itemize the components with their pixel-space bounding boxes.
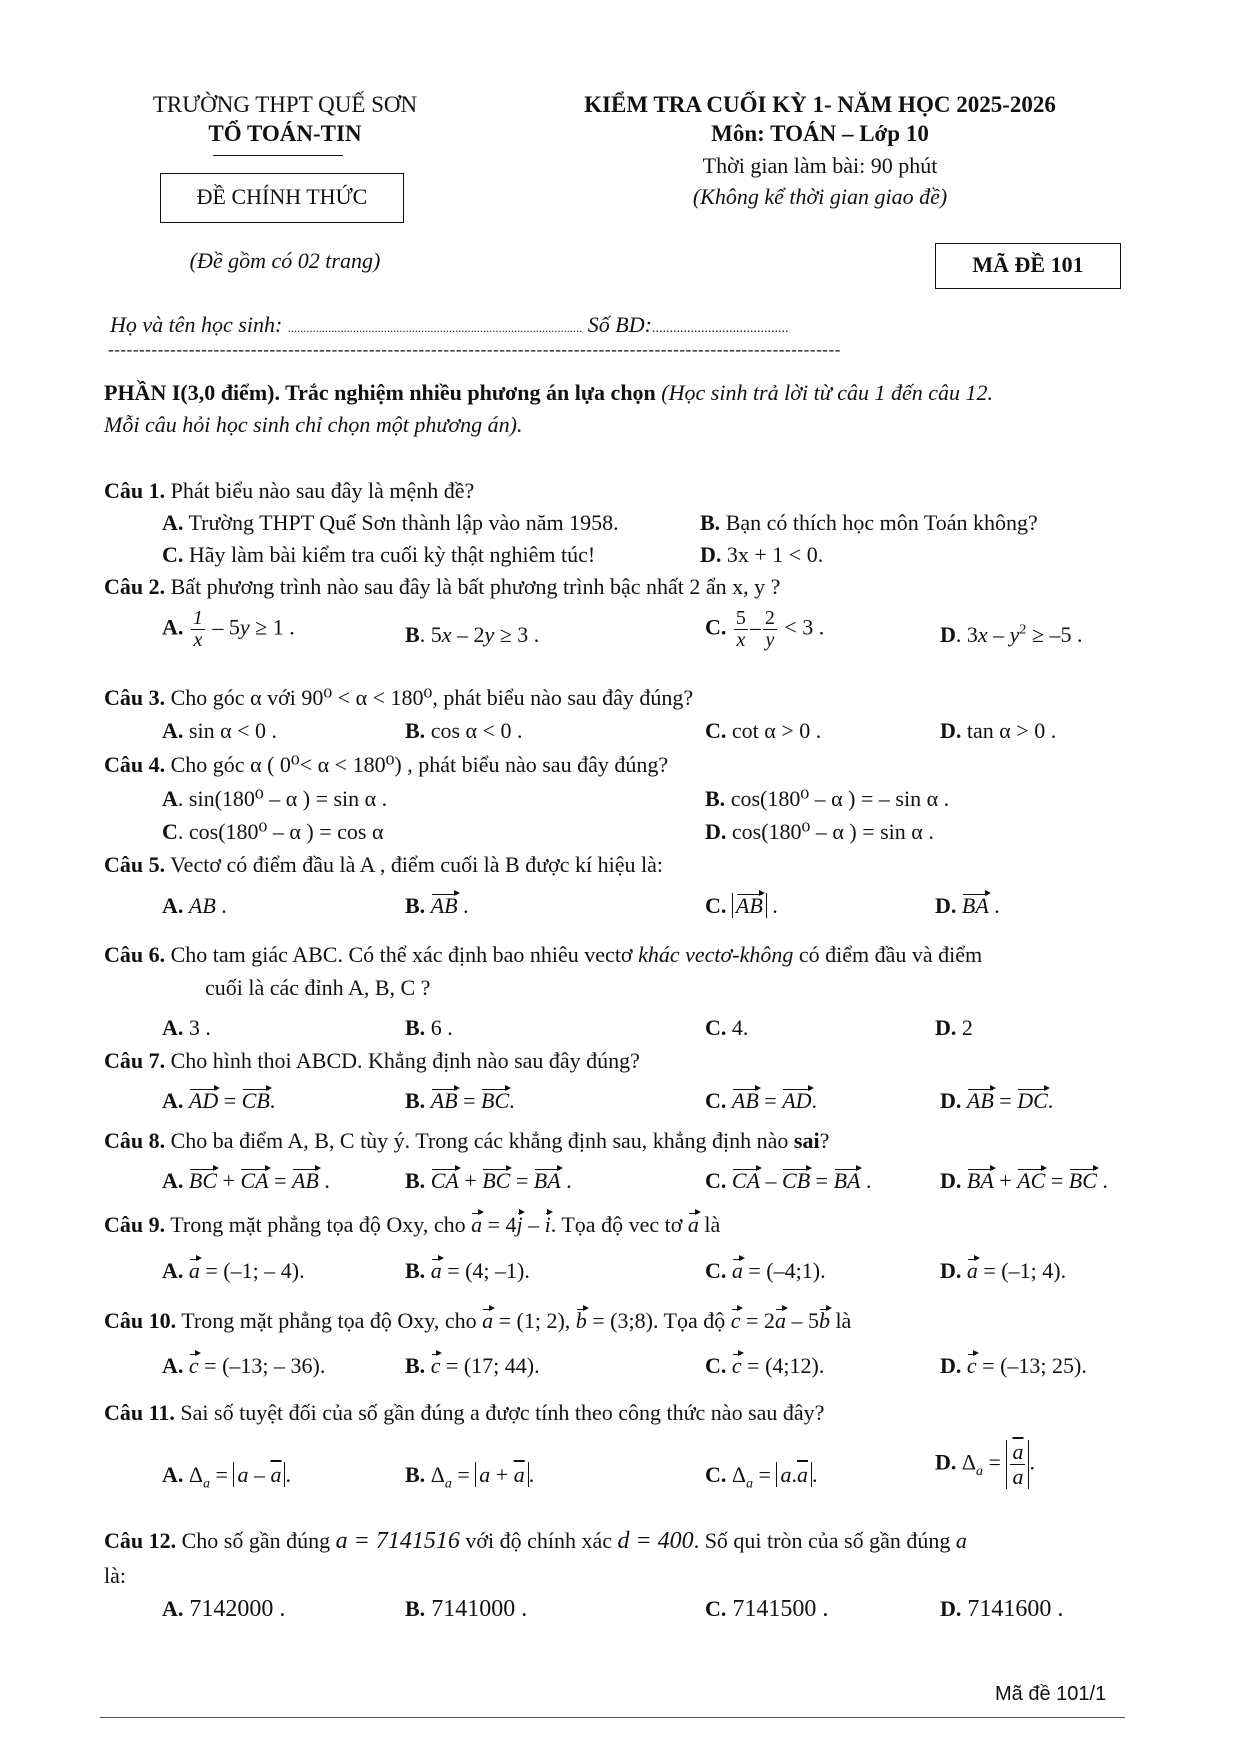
department-name: TỔ TOÁN-TIN [208, 121, 362, 146]
student-name-dots: ............................................................................................... [287, 321, 583, 335]
question-text: Cho góc α với 90⁰ < α < 180⁰, phát biểu nào sau đây đúng? [170, 685, 694, 710]
q5-option-a[interactable]: A. AB . [162, 893, 227, 918]
header-separator: ---------------------------------------------------------------------------------------------------------------------- [108, 340, 841, 359]
q6-option-d[interactable]: D. 2 [935, 1015, 973, 1040]
q5-option-b[interactable]: B. AB . [405, 893, 469, 918]
q1-option-c[interactable]: C. Hãy làm bài kiểm tra cuối kỳ thật nghiêm túc! [162, 542, 596, 567]
part1-instruction-2: Mỗi câu hỏi học sinh chỉ chọn một phương án). [104, 412, 523, 437]
q8-option-a[interactable]: A. BC + CA = AB . [162, 1168, 330, 1193]
q10-option-b[interactable]: B. c = (17; 44). [405, 1353, 540, 1378]
question-label: Câu 12. [104, 1528, 177, 1553]
department-underline [213, 155, 343, 156]
question-label: Câu 5. [104, 852, 166, 877]
question-label: Câu 9. [104, 1212, 166, 1237]
q12-option-d[interactable]: D. 7141600 . [940, 1596, 1064, 1622]
exam-duration: Thời gian làm bài: 90 phút [702, 153, 938, 178]
q3-option-b[interactable]: B. cos α < 0 . [405, 718, 523, 743]
q2-option-b[interactable]: B. 5x – 2y ≥ 3 . [405, 622, 540, 647]
q12-option-c[interactable]: C. 7141500 . [705, 1596, 829, 1622]
question-5 [104, 852, 663, 878]
part1-title: PHẦN I(3,0 điểm). Trắc nghiệm nhiều phương án lựa chọn [104, 380, 656, 405]
question-9: Câu 9. Trong mặt phẳng tọa độ Oxy, cho a = 4j – i. Tọa độ vec tơ a là [104, 1212, 721, 1237]
question-label: Câu 3. [104, 685, 166, 710]
question-label: Câu 1. [104, 478, 166, 503]
exam-duration-note: (Không kể thời gian giao đề) [692, 184, 948, 209]
exam-subject: Môn: TOÁN – Lớp 10 [711, 121, 929, 146]
question-text: Phát biểu nào sau đây là mệnh đề? [170, 478, 475, 503]
q1-option-b[interactable]: B. Bạn có thích học môn Toán không? [700, 510, 1038, 535]
q1-option-a[interactable]: A. Trường THPT Quế Sơn thành lập vào năm 1958. [162, 510, 619, 535]
q2-option-d[interactable]: D. $3x - y^2 \ge -5$ . [940, 622, 1083, 647]
question-7 [104, 1048, 640, 1074]
q12-option-b[interactable]: B. 7141000 . [405, 1596, 528, 1622]
question-10: Câu 10. Trong mặt phẳng tọa độ Oxy, cho a = (1; 2), b = (3;8). Tọa độ c = 2a – 5b là [104, 1308, 852, 1333]
exam-code-box [935, 243, 1121, 289]
question-label: Câu 8. [104, 1128, 166, 1153]
question-text: Cho góc α ( 0⁰< α < 180⁰) , phát biểu nào sau đây đúng? [170, 752, 669, 777]
school-name: TRƯỜNG THPT QUẾ SƠN [152, 92, 418, 117]
question-1 [104, 478, 474, 504]
q11-option-d[interactable]: D. $\Delta_a$ = $\frac{\overline{a}}{a}$ . [935, 1439, 1035, 1490]
part1-heading [104, 380, 993, 406]
q7-option-d[interactable]: D. AB = DC. [940, 1088, 1054, 1113]
q10-option-a[interactable]: A. c = (–13; – 36). [162, 1353, 326, 1378]
q8-option-d[interactable]: D. BA + AC = BC . [940, 1168, 1108, 1193]
q6-option-a[interactable]: A. 3 . [162, 1015, 211, 1040]
seat-label: Số BD: [587, 312, 652, 337]
question-6: Câu 6. Cho tam giác ABC. Có thể xác định bao nhiêu vectơ khác vectơ-không có điểm đầu và điểm [104, 942, 983, 967]
q2-option-a[interactable]: A. $\frac{1}{x}$ – 5y ≥ 1 . [162, 607, 295, 651]
q3-option-c[interactable]: C. cot α > 0 . [705, 718, 822, 743]
q6-option-b[interactable]: B. 6 . [405, 1015, 453, 1040]
question-12: Câu 12. Cho số gần đúng a = 7141516 với độ chính xác d = 400. Số qui tròn của số gần đúng a [104, 1528, 967, 1554]
q4-option-b[interactable]: B. cos(180⁰ – α ) = – sin α . [705, 786, 950, 811]
pages-note: (Đề gồm có 02 trang) [189, 248, 381, 273]
question-label: Câu 10. [104, 1308, 177, 1333]
question-label: Câu 2. [104, 574, 166, 599]
q7-option-b[interactable]: B. AB = BC. [405, 1088, 515, 1113]
q7-option-c[interactable]: C. AB = AD. [705, 1088, 818, 1113]
q10-option-d[interactable]: D. c = (–13; 25). [940, 1353, 1087, 1378]
q3-option-d[interactable]: D. tan α > 0 . [940, 718, 1057, 743]
official-label: ĐỀ CHÍNH THỨC [196, 184, 368, 209]
q6-option-c[interactable]: C. 4. [705, 1015, 749, 1040]
question-text: Vectơ có điểm đầu là A , điểm cuối là B được kí hiệu là: [170, 852, 664, 877]
q3-option-a[interactable]: A. sin α < 0 . [162, 718, 277, 743]
page-code: Mã đề 101/1 [995, 1683, 1107, 1705]
q11-option-a[interactable]: A. $\Delta_a = a - \overline{a}$ . [162, 1462, 291, 1492]
q9-option-a[interactable]: A. a = (–1; – 4). [162, 1258, 305, 1283]
question-text: Sai số tuyệt đối của số gần đúng a được tính theo công thức nào sau đây? [180, 1400, 825, 1425]
q12-option-a[interactable]: A. 7142000 . [162, 1596, 286, 1622]
exam-title: KIỂM TRA CUỐI KỲ 1- NĂM HỌC 2025-2026 [584, 92, 1056, 117]
q2-option-c[interactable]: C. $\frac{5}{x}$ – $\frac{2}{y}$ < 3 . [705, 607, 825, 651]
q1-option-d[interactable]: D. 3x + 1 < 0. [700, 542, 824, 567]
question-11 [104, 1400, 824, 1426]
q11-option-b[interactable]: B. $\Delta_a = a + \overline{a}$ . [405, 1462, 535, 1492]
q9-option-c[interactable]: C. a = (–4;1). [705, 1258, 826, 1283]
question-8: Câu 8. Cho ba điểm A, B, C tùy ý. Trong các khẳng định sau, khẳng định nào sai? [104, 1128, 830, 1153]
question-2 [104, 574, 780, 600]
part1-instruction-1: (Học sinh trả lời từ câu 1 đến câu 12. [661, 380, 993, 405]
q8-option-c[interactable]: C. CA – CB = BA . [705, 1168, 872, 1193]
question-text: Bất phương trình nào sau đây là bất phương trình bậc nhất 2 ẩn x, y ? [170, 574, 781, 599]
q8-option-b[interactable]: B. CA + BC = BA . [405, 1168, 572, 1193]
question-label: Câu 7. [104, 1048, 166, 1073]
q4-option-d[interactable]: D. cos(180⁰ – α ) = sin α . [705, 819, 934, 844]
seat-dots: ....................................... [651, 321, 789, 336]
question-text: Cho hình thoi ABCD. Khẳng định nào sau đây đúng? [170, 1048, 640, 1073]
student-info-line [110, 312, 788, 338]
official-box [160, 173, 404, 223]
q4-option-a[interactable]: A. sin(180⁰ – α ) = sin α . [162, 786, 388, 811]
q5-option-d[interactable]: D. BA . [935, 893, 1000, 918]
q5-option-c[interactable]: C. AB . [705, 893, 778, 918]
q4-option-c[interactable]: C. cos(180⁰ – α ) = cos α [162, 819, 384, 844]
question-label: Câu 11. [104, 1400, 175, 1425]
question-4 [104, 752, 668, 778]
exam-code: MÃ ĐỀ 101 [972, 252, 1084, 277]
question-label: Câu 4. [104, 752, 166, 777]
footer-divider [100, 1717, 1125, 1718]
q7-option-a[interactable]: A. AD = CB. [162, 1088, 276, 1113]
q10-option-c[interactable]: C. c = (4;12). [705, 1353, 825, 1378]
question-3 [104, 685, 693, 711]
q9-option-b[interactable]: B. a = (4; –1). [405, 1258, 530, 1283]
question-12-line-2: là: [104, 1563, 126, 1588]
question-6-line-2: cuối là các đỉnh A, B, C ? [205, 975, 431, 1000]
q9-option-d[interactable]: D. a = (–1; 4). [940, 1258, 1067, 1283]
question-label: Câu 6. [104, 942, 166, 967]
q11-option-c[interactable]: C. $\Delta_a = a.\overline{a}$ . [705, 1462, 818, 1492]
student-name-label: Họ và tên học sinh: [110, 312, 283, 337]
